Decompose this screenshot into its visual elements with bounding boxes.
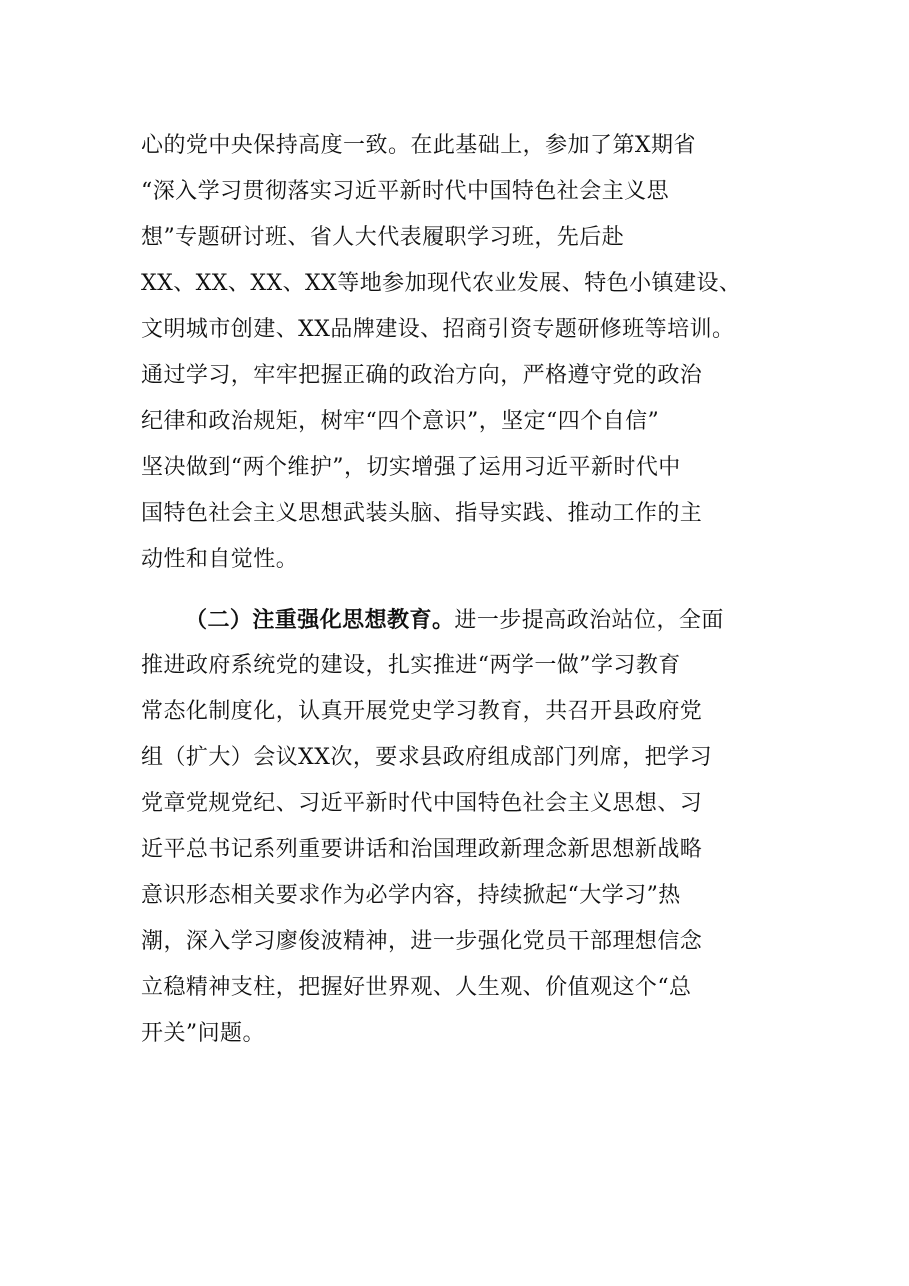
paragraph-1-line-5: 文明城市创建、XX品牌建设、招商引资专题研修班等培训。 xyxy=(141,317,735,342)
paragraph-1-line-8: 坚决做到“两个维护”，切实增强了运用习近平新时代中 xyxy=(141,455,681,480)
paragraph-1-line-10: 动性和自觉性。 xyxy=(141,547,299,572)
paragraph-1-line-4: XX、XX、XX、XX等地参加现代农业发展、特色小镇建设、 xyxy=(141,271,742,296)
paragraph-2-line-5: 党章党规党纪、习近平新时代中国特色社会主义思想、习 xyxy=(141,791,703,816)
paragraph-1-line-1: 心的党中央保持高度一致。在此基础上，参加了第X期省 xyxy=(141,133,696,158)
paragraph-1-line-7: 纪律和政治规矩，树牢“四个意识”，坚定“四个自信” xyxy=(141,409,660,434)
paragraph-1-line-9: 国特色社会主义思想武装头脑、指导实践、推动工作的主 xyxy=(141,501,703,526)
section-heading: （二）注重强化思想教育。 xyxy=(185,607,455,633)
paragraph-2-line-10: 开关”问题。 xyxy=(141,1021,265,1046)
paragraph-2-line-2: 推进政府系统党的建设，扎实推进“两学一做”学习教育 xyxy=(141,653,681,678)
paragraph-1-line-2: “深入学习贯彻落实习近平新时代中国特色社会主义思 xyxy=(141,179,670,204)
paragraph-2-line-6: 近平总书记系列重要讲话和治国理政新理念新思想新战略 xyxy=(141,837,703,862)
paragraph-2-first-line-text: 进一步提高政治站位，全面 xyxy=(454,608,724,633)
paragraph-2-line-3: 常态化制度化，认真开展党史学习教育，共召开县政府党 xyxy=(141,699,703,724)
paragraph-2-line-9: 立稳精神支柱，把握好世界观、人生观、价值观这个“总 xyxy=(141,975,692,1000)
paragraph-1-line-6: 通过学习，牢牢把握正确的政治方向，严格遵守党的政治 xyxy=(141,363,703,388)
paragraph-2-line-8: 潮，深入学习廖俊波精神，进一步强化党员干部理想信念 xyxy=(141,929,703,954)
paragraph-2-line-4: 组（扩大）会议XX次，要求县政府组成部门列席，把学习 xyxy=(141,745,713,770)
paragraph-2-first-line xyxy=(185,600,845,640)
paragraph-2-line-7: 意识形态相关要求作为必学内容，持续掀起“大学习”热 xyxy=(141,883,681,908)
paragraph-1-line-3: 想”专题研讨班、省人大代表履职学习班，先后赴 xyxy=(141,225,625,250)
